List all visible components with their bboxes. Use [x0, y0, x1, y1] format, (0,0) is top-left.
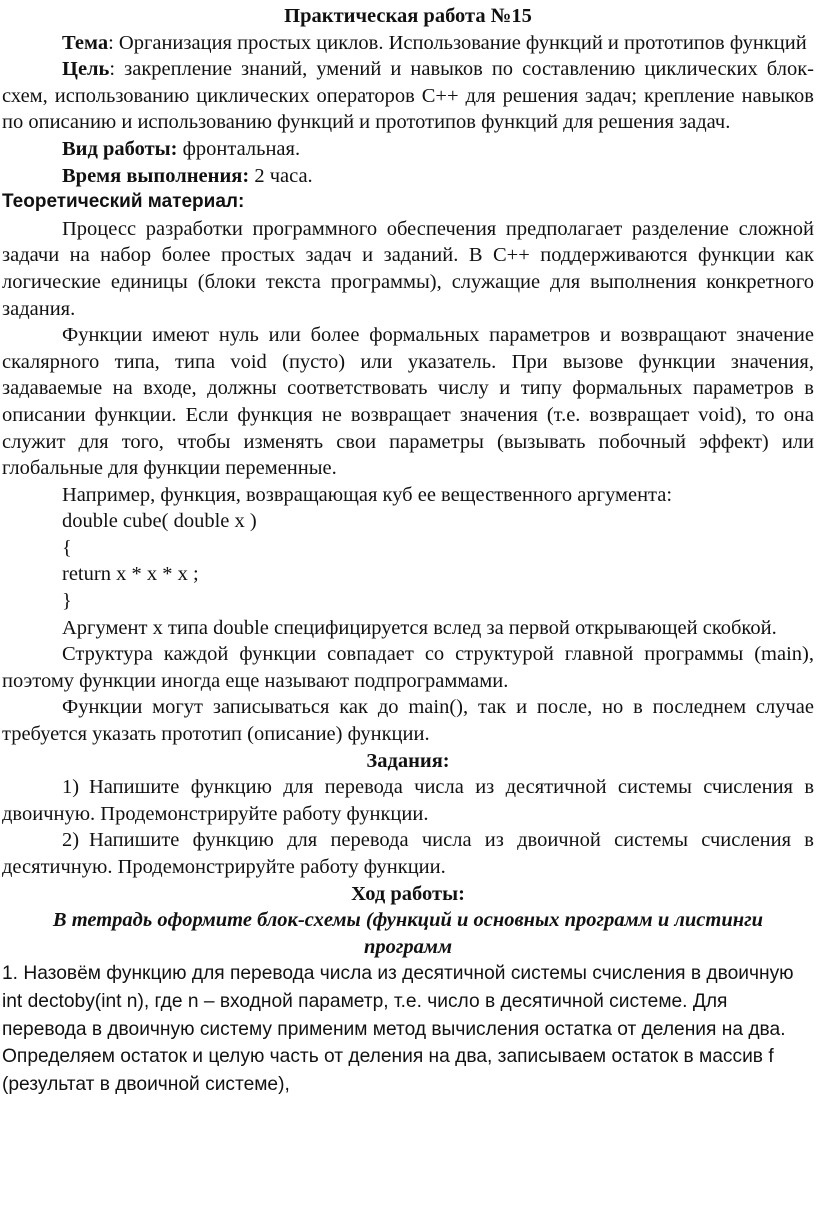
- code-line: {: [62, 536, 72, 559]
- duration-paragraph: [2, 163, 814, 190]
- theory-paragraph-2: Функции имеют нуль или более формальных параметров и возвращают значение скалярного типа, типа void (пусто) или указатель. При вызове функции значения, задаваемые на входе, должны соответствовать числу и типу формальных параметров в описании функции. Если функция не возвращает значения (т.е. возвращает void), то она служит для того, чтобы изменять свои параметры (вызывать побочный эффект) или глобальные для функции переменные.: [2, 324, 814, 480]
- work-type-paragraph: [2, 136, 814, 163]
- step-1-paragraph: 1. Назовём функцию для перевода числа из десятичной системы счисления в двоичную int dectoby(int n), где n – входной параметр, т.е. число в десятичной системе. Для перевода в двоичную систему применим метод вычисления остатка от деления на два. Определяем остаток и целую часть от деления на два, записываем остаток в массив f (результат в двоичной системе),: [2, 963, 794, 1095]
- theory-heading: Теоретический материал:: [2, 191, 245, 213]
- task-number: 2): [62, 829, 80, 852]
- duration-label: Время выполнения:: [62, 164, 250, 187]
- example-intro: Например, функция, возвращающая куб ее вещественного аргумента:: [62, 483, 673, 506]
- page-title: Практическая работа №15: [284, 5, 532, 27]
- task-text: Напишите функцию для перевода числа из десятичной системы счисления в двоичную. Продемонстрируйте работу функции.: [2, 776, 814, 825]
- goal-paragraph: [2, 56, 814, 136]
- task-text: Напишите функцию для перевода числа из двоичной системы счисления в десятичную. Продемонстрируйте работу функции.: [2, 829, 814, 878]
- theory-paragraph-1: Процесс разработки программного обеспечения предполагает разделение сложной задачи на набор более простых задач и заданий. В С++ поддерживаются функции как логические единицы (блоки текста программы), служащие для выполнения конкретного задания.: [2, 217, 814, 320]
- task-item: [2, 774, 814, 827]
- topic-label: Тема: [62, 31, 109, 54]
- code-line: }: [62, 590, 72, 613]
- code-line: return x * x * x ;: [62, 563, 199, 586]
- task-number: 1): [62, 776, 80, 799]
- goal-label: Цель: [62, 58, 110, 81]
- theory-paragraph-5: Функции могут записываться как до main(), так и после, но в последнем случае требуется указать прототип (описание) функции.: [2, 696, 814, 746]
- notebook-note: В тетрадь оформите блок-схемы (функций и основных программ и листинги программ: [52, 909, 764, 958]
- theory-paragraph-4: Структура каждой функции совпадает со структурой главной программы (main), поэтому функции иногда еще называют подпрограммами.: [2, 643, 814, 692]
- theory-paragraph-3: Аргумент x типа double специфицируется вслед за первой открывающей скобкой.: [62, 616, 777, 639]
- duration-value: 2 часа.: [249, 164, 313, 187]
- task-item: [2, 827, 814, 880]
- progress-heading: Ход работы:: [351, 882, 465, 905]
- topic-paragraph: [2, 30, 814, 57]
- goal-text: : закрепление знаний, умений и навыков по составлению циклических блок-схем, использованию циклических операторов С++ для решения задач; крепление навыков по описанию и использованию функций и прототипов функций для решения задач.: [2, 58, 814, 134]
- code-line: double cube( double x ): [62, 510, 257, 533]
- tasks-heading: Задания:: [366, 749, 450, 772]
- work-type-label: Вид работы:: [62, 137, 178, 160]
- topic-text: : Организация простых циклов. Использование функций и прототипов функций: [108, 31, 807, 54]
- work-type-value: фронтальная.: [177, 137, 301, 160]
